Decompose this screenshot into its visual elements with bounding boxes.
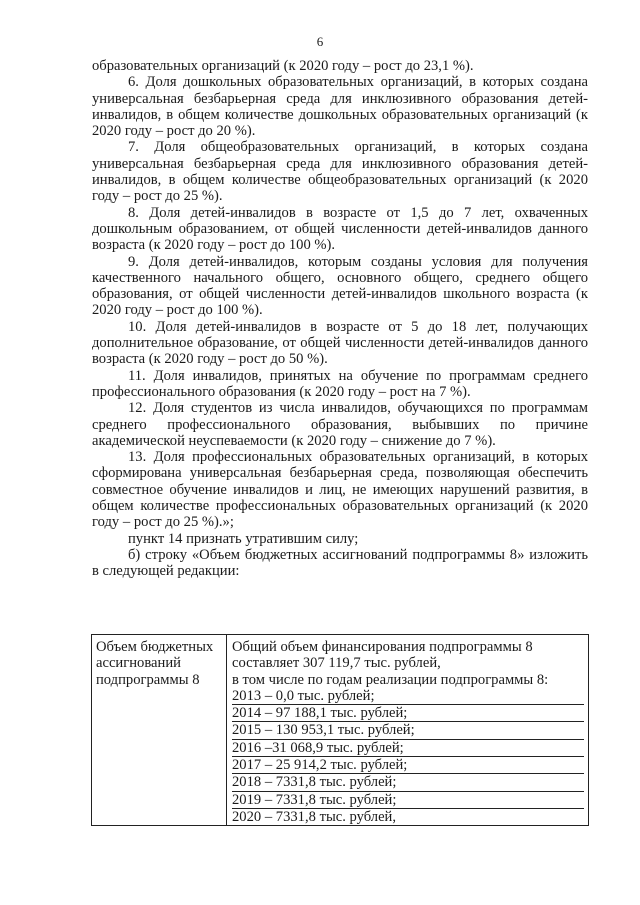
intro-line: составляет 307 119,7 тыс. рублей, [232,655,441,672]
year-line: 2020 – 7331,8 тыс. рублей, [232,808,584,825]
year-line: 2019 – 7331,8 тыс. рублей; [232,791,584,808]
paragraph-item-11: 11. Доля инвалидов, принятых на обучение по программам среднего профессионального образования (к 2020 году – рост на 7 %). [92,367,588,400]
year-line: 2016 –31 068,9 тыс. рублей; [232,739,584,756]
document-body [92,58,588,580]
paragraph-item-8: 8. Доля детей-инвалидов в возрасте от 1,5 до 7 лет, охваченных дошкольным образованием, от общей численности детей-инвалидов данного возраста (к 2020 году – рост до 100 %). [92,204,588,254]
paragraph-item-6: 6. Доля дошкольных образовательных организаций, в которых создана универсальная безбарьерная среда для инклюзивного образования детей-инвалидов, в общем количестве дошкольных образовательных организаций (к 2020 году – рост до 20 %). [92,74,588,140]
intro-line: в том числе по годам реализации подпрограммы 8: [232,671,549,688]
year-line: 2013 – 0,0 тыс. рублей; [232,687,375,704]
year-line: 2014 – 97 188,1 тыс. рублей; [232,704,584,721]
paragraph-continuation: образовательных организаций (к 2020 году – рост до 23,1 %). [92,58,474,74]
intro-line: Общий объем финансирования подпрограммы 8 [232,639,533,655]
year-line: 2017 – 25 914,2 тыс. рублей; [232,756,584,773]
paragraph-item-12: 12. Доля студентов из числа инвалидов, обучающихся по программам среднего профессионального образования, выбывших по причине академической неуспеваемости (к 2020 году – снижение до 7 %). [92,400,588,449]
table-content-cell [227,635,589,826]
page-number: 6 [316,34,324,49]
paragraph-item-9: 9. Доля детей-инвалидов, которым созданы условия для получения качественного начального общего, основного общего, среднего общего образования, от общей численности детей-инвалидов школьного возраста (к 2020 году – рост до 100 %). [92,253,588,319]
budget-table [91,634,589,826]
paragraph-point-14: пункт 14 признать утратившим силу; [128,530,359,547]
paragraph-item-10: 10. Доля детей-инвалидов в возрасте от 5 до 18 лет, получающих дополнительное образование, от общей численности детей-инвалидов данного возраста (к 2020 году – рост до 50 %). [92,318,588,368]
table-row [92,635,589,826]
paragraph-item-7: 7. Доля общеобразовательных организаций, в которых создана универсальная безбарьерная среда для инклюзивного образования детей-инвалидов, в общем количестве общеобразовательных организаций (к 2020 году – рост до 25 %). [92,139,588,205]
paragraph-item-13: 13. Доля профессиональных образовательных организаций, в которых сформирована универсальная безбарьерная среда, позволяющая обеспечить совместное обучение инвалидов и лиц, не имеющих нарушений развития, в общем количестве профессиональных образовательных организаций (к 2020 году – рост до 25 %).»; [92,449,588,531]
paragraph-b: б) строку «Объем бюджетных ассигнований подпрограммы 8» изложить в следующей редакции: [92,546,588,580]
table-label-cell: Объем бюджетных ассигнований подпрограммы 8 [92,635,227,826]
year-line: 2015 – 130 953,1 тыс. рублей; [232,721,584,738]
year-line: 2018 – 7331,8 тыс. рублей; [232,773,584,790]
